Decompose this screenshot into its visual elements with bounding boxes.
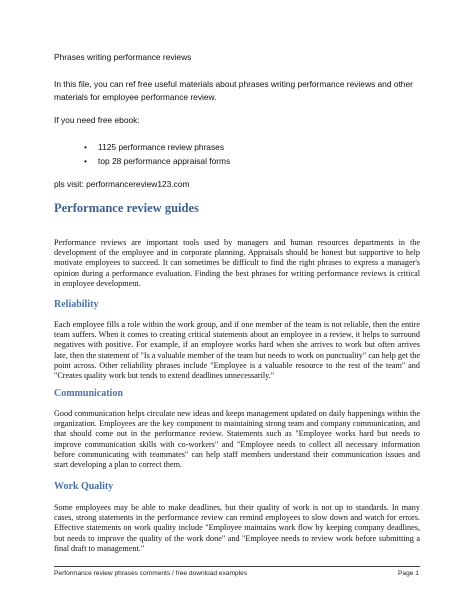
intro-text: In this file, you can ref free useful materials about phrases writing performance reviews and other materials for employee performance review. xyxy=(54,79,413,102)
footer-text: Performance review phrases comments / free download examples xyxy=(54,570,248,577)
section-heading-communication: Communication xyxy=(54,388,123,399)
page-number: Page 1 xyxy=(398,570,419,577)
bullet-icon: • xyxy=(84,142,87,152)
document-title-line: Phrases writing performance reviews xyxy=(54,52,192,62)
ebook-list xyxy=(84,140,230,168)
ebook-prompt: If you need free ebook: xyxy=(54,115,140,125)
visit-link[interactable]: pls visit: performancereview123.com xyxy=(54,179,190,189)
section-heading-work-quality: Work Quality xyxy=(54,481,114,492)
section-body-reliability: Each employee fills a role within the work group, and if one member of the team is not reliable, then the entire team suffers. When it comes to creating critical statements about an employee in a review, it helps to surround negatives with positive. For example, if an employee works hard when she arrives to work but often arrives late, then the statement of "Is a valuable member of the team but needs to work on punctuality" can help get the point across. Other reliability phrases include "Employee is a valuable resource to the rest of the team" and "Creates quality work but tends to extend deadlines unnecessarily." xyxy=(54,320,420,381)
footer-divider xyxy=(54,566,420,567)
page-heading: Performance review guides xyxy=(54,201,199,215)
section-body-communication: Good communication helps circulate new ideas and keeps management updated on daily happenings within the organization. Employees are the key component to maintaining strong team and company communication, and that should come out in the performance review. Statements such as "Employee works hard but needs to improve communication skills with co-workers" and "Employee needs to collect all necessary information before communicating with teammates" can help staff members understand their communication issues and start developing a plan to correct them. xyxy=(54,409,420,470)
section-body-work-quality: Some employees may be able to make deadlines, but their quality of work is not up to standards. In many cases, strong statements in the performance review can remind employees to slow down and watch for errors. Effective statements on work quality include "Employee maintains work flow by keeping company deadlines, but needs to improve the quality of the work done" and "Employee needs to review work before submitting a final draft to management." xyxy=(54,503,420,553)
list-item-label: top 28 performance appraisal forms xyxy=(98,156,231,166)
section-heading-reliability: Reliability xyxy=(54,299,99,310)
intro-paragraph: Performance reviews are important tools used by managers and human resources departments in the development of the employee and in corporate planning. Appraisals should be honest but supportive to help motivate employees to succeed. It can sometimes be difficult to find the right phrases to express a manager's opinion during a performance evaluation. Finding the best phrases for writing performance reviews is critical in employee development. xyxy=(54,238,420,288)
list-item-label: 1125 performance review phrases xyxy=(98,142,225,152)
list-item xyxy=(84,140,230,154)
list-item xyxy=(84,154,230,168)
bullet-icon: • xyxy=(84,156,87,166)
